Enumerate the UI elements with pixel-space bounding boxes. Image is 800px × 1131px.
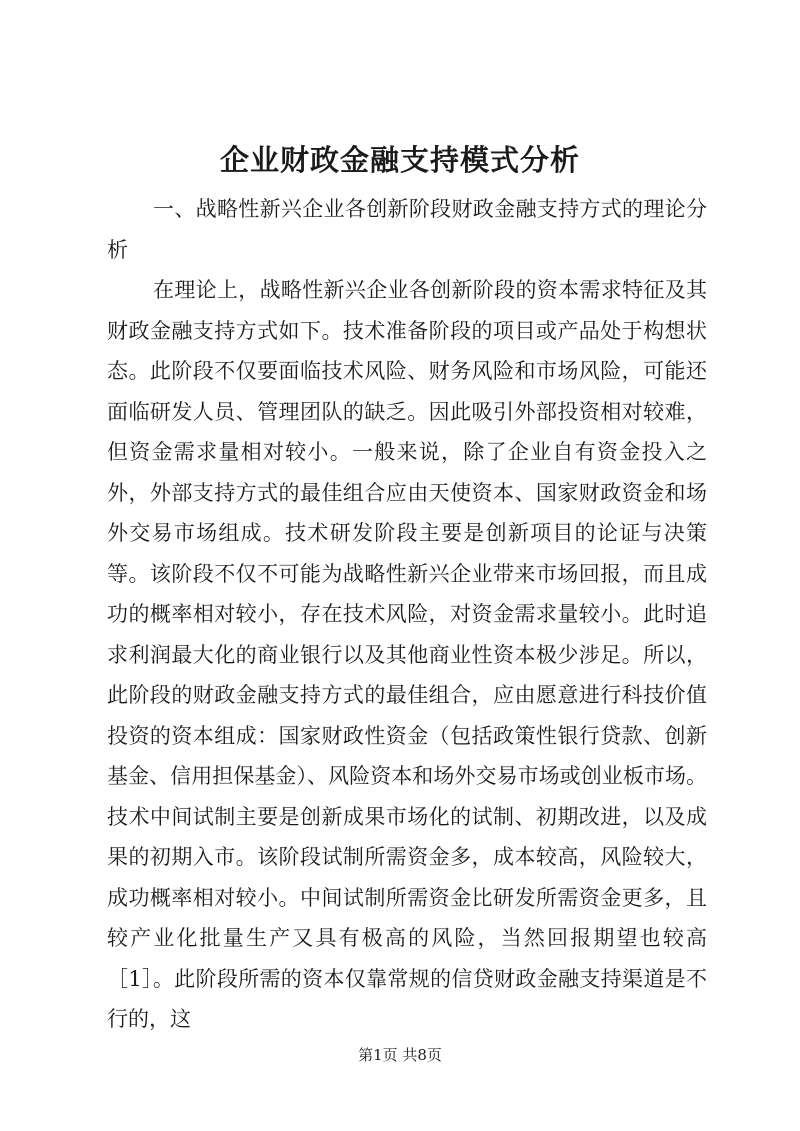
page-number-footer: 第1页 共8页 bbox=[358, 1046, 442, 1064]
body-paragraph: 在理论上，战略性新兴企业各创新阶段的资本需求特征及其财政金融支持方式如下。技术准备阶段的项目或产品处于构想状态。此阶段不仅要面临技术风险、财务风险和市场风险，可能还面临研发人员、管理团队的缺乏。因此吸引外部投资相对较难，但资金需求量相对较小。一般来说，除了企业自有资金投入之外，外部支持方式的最佳组合应由天使资本、国家财政资金和场外交易市场组成。技术研发阶段主要是创新项目的论证与决策等。该阶段不仅不可能为战略性新兴企业带来市场回报，而且成功的概率相对较小，存在技术风险，对资金需求量较小。此时追求利润最大化的商业银行以及其他商业性资本极少涉足。所以，此阶段的财政金融支持方式的最佳组合，应由愿意进行科技价值投资的资本组成：国家财政性资金（包括政策性银行贷款、创新基金、信用担保基金）、风险资本和场外交易市场或创业板市场。技术中间试制主要是创新成果市场化的试制、初期改进，以及成果的初期入市。该阶段试制所需资金多，成本较高，风险较大，成功概率相对较小。中间试制所需资金比研发所需资金更多，且较产业化批量生产又具有极高的风险，当然回报期望也较高［1］。此阶段所需的资本仅靠常规的信贷财政金融支持渠道是不行的，这 bbox=[107, 278, 707, 1031]
document-body bbox=[107, 189, 707, 1040]
section-heading: 一、战略性新兴企业各创新阶段财政金融支持方式的理论分析 bbox=[107, 197, 707, 262]
document-title: 企业财政金融支持模式分析 bbox=[219, 143, 580, 177]
